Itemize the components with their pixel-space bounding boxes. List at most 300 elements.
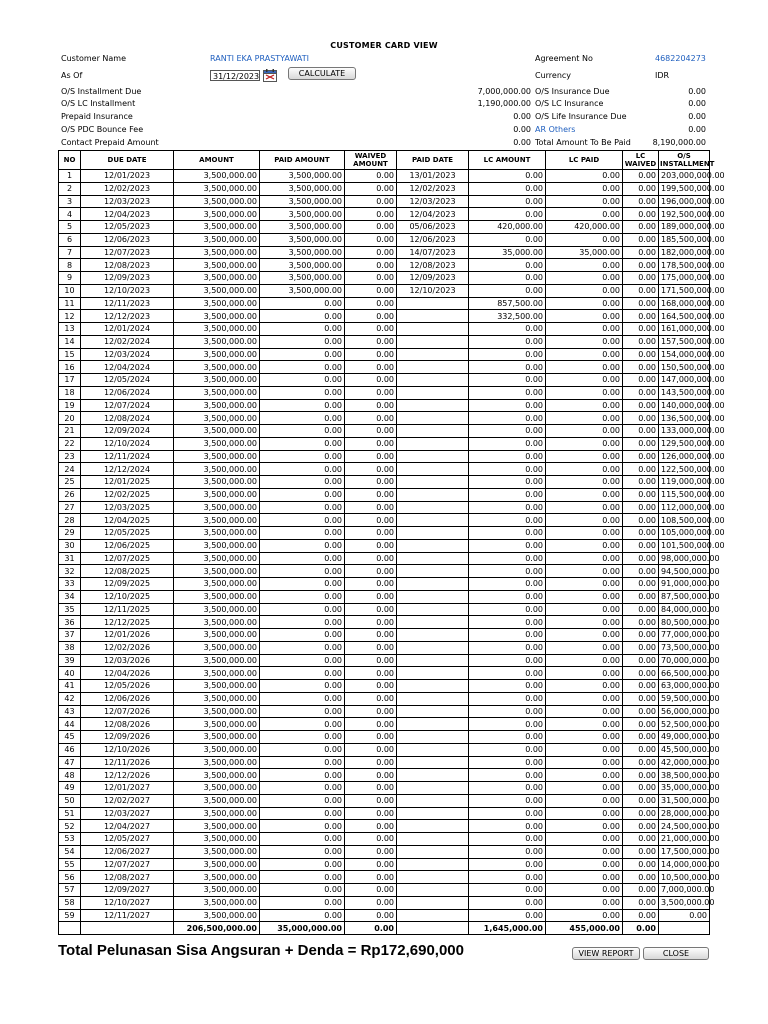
cell-amount: 3,500,000.00: [174, 718, 260, 731]
cell-amount: 3,500,000.00: [174, 195, 260, 208]
cell-lc-paid: 0.00: [546, 871, 623, 884]
cell-amount: 3,500,000.00: [174, 233, 260, 246]
cell-paid-amount: 0.00: [260, 425, 345, 438]
cell-lc-waived: 0.00: [623, 794, 659, 807]
cell-lc-waived: 0.00: [623, 195, 659, 208]
cell-paid-date: [397, 463, 469, 476]
col-header-paid-amount: PAID AMOUNT: [260, 151, 345, 170]
cell-paid-date: [397, 450, 469, 463]
cell-no: 51: [59, 807, 81, 820]
cell-lc-waived: 0.00: [623, 208, 659, 221]
table-row: [59, 743, 710, 756]
cell-due-date: 12/02/2026: [81, 641, 174, 654]
cell-paid-date: [397, 565, 469, 578]
cell-waived-amount: 0.00: [345, 208, 397, 221]
cell-lc-paid: 0.00: [546, 501, 623, 514]
cell-lc-waived: 0.00: [623, 539, 659, 552]
cell-lc-paid: 0.00: [546, 170, 623, 183]
cell-os-installment: 17,500,000.00: [659, 845, 710, 858]
cell-lc-amount: 0.00: [469, 476, 546, 489]
table-row: [59, 348, 710, 361]
cell-waived-amount: 0.00: [345, 884, 397, 897]
cell-paid-date: [397, 476, 469, 489]
cell-lc-waived: 0.00: [623, 833, 659, 846]
cell-waived-amount: 0.00: [345, 731, 397, 744]
os-insurance-due-label: O/S Insurance Due: [535, 87, 610, 96]
cell-paid-date: [397, 616, 469, 629]
total-cell: [397, 922, 469, 935]
cell-no: 42: [59, 692, 81, 705]
cell-paid-date: [397, 667, 469, 680]
cell-waived-amount: 0.00: [345, 807, 397, 820]
cell-amount: 3,500,000.00: [174, 884, 260, 897]
cell-paid-amount: 0.00: [260, 527, 345, 540]
calculate-button[interactable]: CALCULATE: [288, 67, 356, 80]
table-row: [59, 323, 710, 336]
cell-os-installment: 59,500,000.00: [659, 692, 710, 705]
cell-waived-amount: 0.00: [345, 565, 397, 578]
cell-waived-amount: 0.00: [345, 310, 397, 323]
cell-lc-paid: 0.00: [546, 348, 623, 361]
table-row: [59, 488, 710, 501]
cell-due-date: 12/01/2027: [81, 782, 174, 795]
cell-paid-amount: 0.00: [260, 450, 345, 463]
cell-os-installment: 70,000,000.00: [659, 654, 710, 667]
cell-paid-amount: 0.00: [260, 845, 345, 858]
cell-amount: 3,500,000.00: [174, 450, 260, 463]
cell-os-installment: 28,000,000.00: [659, 807, 710, 820]
cell-paid-amount: 0.00: [260, 616, 345, 629]
cell-lc-amount: 0.00: [469, 590, 546, 603]
cell-paid-amount: 0.00: [260, 412, 345, 425]
cell-amount: 3,500,000.00: [174, 437, 260, 450]
cell-lc-paid: 0.00: [546, 807, 623, 820]
cell-waived-amount: 0.00: [345, 284, 397, 297]
cell-lc-waived: 0.00: [623, 578, 659, 591]
cell-os-installment: 98,000,000.00: [659, 552, 710, 565]
cell-os-installment: 196,000,000.00: [659, 195, 710, 208]
cell-lc-waived: 0.00: [623, 182, 659, 195]
cell-amount: 3,500,000.00: [174, 488, 260, 501]
cell-amount: 3,500,000.00: [174, 246, 260, 259]
cell-due-date: 12/03/2027: [81, 807, 174, 820]
os-installment-due-value: 7,000,000.00: [477, 87, 531, 96]
table-row: [59, 807, 710, 820]
cell-amount: 3,500,000.00: [174, 425, 260, 438]
cell-no: 19: [59, 399, 81, 412]
cell-no: 44: [59, 718, 81, 731]
cell-amount: 3,500,000.00: [174, 731, 260, 744]
cell-lc-amount: 0.00: [469, 616, 546, 629]
cell-paid-date: 12/06/2023: [397, 233, 469, 246]
cell-paid-amount: 3,500,000.00: [260, 259, 345, 272]
cell-amount: 3,500,000.00: [174, 272, 260, 285]
cell-no: 47: [59, 756, 81, 769]
cell-os-installment: 87,500,000.00: [659, 590, 710, 603]
cell-paid-amount: 3,500,000.00: [260, 195, 345, 208]
cell-due-date: 12/04/2027: [81, 820, 174, 833]
cell-amount: 3,500,000.00: [174, 705, 260, 718]
cell-due-date: 12/06/2023: [81, 233, 174, 246]
table-row: [59, 335, 710, 348]
contact-prepaid-amount-value: 0.00: [513, 138, 531, 147]
cell-os-installment: 52,500,000.00: [659, 718, 710, 731]
cell-due-date: 12/12/2024: [81, 463, 174, 476]
cell-paid-amount: 0.00: [260, 335, 345, 348]
cell-no: 36: [59, 616, 81, 629]
cell-due-date: 12/07/2027: [81, 858, 174, 871]
cell-paid-amount: 0.00: [260, 565, 345, 578]
cell-waived-amount: 0.00: [345, 641, 397, 654]
cell-lc-paid: 0.00: [546, 284, 623, 297]
close-button[interactable]: CLOSE: [643, 947, 709, 960]
cell-lc-waived: 0.00: [623, 386, 659, 399]
cell-no: 17: [59, 374, 81, 387]
cell-amount: 3,500,000.00: [174, 539, 260, 552]
cell-paid-date: [397, 820, 469, 833]
table-row: [59, 284, 710, 297]
cell-waived-amount: 0.00: [345, 412, 397, 425]
cell-lc-paid: 0.00: [546, 182, 623, 195]
cell-lc-paid: 0.00: [546, 756, 623, 769]
table-row: [59, 374, 710, 387]
cell-lc-amount: 0.00: [469, 386, 546, 399]
cell-os-installment: 94,500,000.00: [659, 565, 710, 578]
cell-os-installment: 14,000,000.00: [659, 858, 710, 871]
cell-due-date: 12/10/2025: [81, 590, 174, 603]
cell-waived-amount: 0.00: [345, 578, 397, 591]
cell-os-installment: 178,500,000.00: [659, 259, 710, 272]
cell-lc-waived: 0.00: [623, 323, 659, 336]
col-header-due-date: DUE DATE: [81, 151, 174, 170]
os-pdc-bounce-fee-value: 0.00: [513, 125, 531, 134]
cell-lc-amount: 0.00: [469, 450, 546, 463]
cell-os-installment: 42,000,000.00: [659, 756, 710, 769]
cell-waived-amount: 0.00: [345, 871, 397, 884]
cell-lc-waived: 0.00: [623, 527, 659, 540]
cell-paid-amount: 0.00: [260, 348, 345, 361]
cell-lc-waived: 0.00: [623, 705, 659, 718]
total-cell: [659, 922, 710, 935]
cell-lc-waived: 0.00: [623, 871, 659, 884]
cell-paid-amount: 3,500,000.00: [260, 233, 345, 246]
table-row: [59, 884, 710, 897]
cell-no: 33: [59, 578, 81, 591]
cell-os-installment: 129,500,000.00: [659, 437, 710, 450]
cell-amount: 3,500,000.00: [174, 284, 260, 297]
cell-lc-amount: 0.00: [469, 731, 546, 744]
os-lc-insurance-label: O/S LC Insurance: [535, 99, 604, 108]
table-row: [59, 845, 710, 858]
cell-lc-paid: 0.00: [546, 909, 623, 922]
cell-os-installment: 112,000,000.00: [659, 501, 710, 514]
cell-paid-date: [397, 641, 469, 654]
cell-lc-waived: 0.00: [623, 616, 659, 629]
cell-paid-amount: 0.00: [260, 820, 345, 833]
cell-lc-amount: 35,000.00: [469, 246, 546, 259]
cell-paid-amount: 3,500,000.00: [260, 284, 345, 297]
cell-lc-waived: 0.00: [623, 170, 659, 183]
cell-amount: 3,500,000.00: [174, 476, 260, 489]
cell-lc-paid: 0.00: [546, 820, 623, 833]
table-row: [59, 603, 710, 616]
cell-lc-paid: 0.00: [546, 667, 623, 680]
table-row: [59, 463, 710, 476]
cell-no: 32: [59, 565, 81, 578]
cell-paid-amount: 0.00: [260, 603, 345, 616]
table-row: [59, 641, 710, 654]
cell-lc-paid: 0.00: [546, 361, 623, 374]
cell-due-date: 12/07/2026: [81, 705, 174, 718]
cell-os-installment: 101,500,000.00: [659, 539, 710, 552]
cell-lc-amount: 0.00: [469, 578, 546, 591]
table-row: [59, 514, 710, 527]
cell-paid-amount: 0.00: [260, 807, 345, 820]
cell-amount: 3,500,000.00: [174, 399, 260, 412]
cell-paid-date: [397, 807, 469, 820]
cell-amount: 3,500,000.00: [174, 692, 260, 705]
table-row: [59, 412, 710, 425]
prepaid-insurance-label: Prepaid Insurance: [61, 112, 133, 121]
view-report-button[interactable]: VIEW REPORT: [572, 947, 640, 960]
as-of-date-input[interactable]: 31/12/2023: [210, 70, 260, 81]
cell-lc-amount: 0.00: [469, 208, 546, 221]
cell-lc-paid: 0.00: [546, 386, 623, 399]
cell-paid-amount: 0.00: [260, 488, 345, 501]
cell-due-date: 12/06/2026: [81, 692, 174, 705]
cell-due-date: 12/04/2023: [81, 208, 174, 221]
cell-waived-amount: 0.00: [345, 629, 397, 642]
cell-amount: 3,500,000.00: [174, 463, 260, 476]
table-row: [59, 794, 710, 807]
cell-os-installment: 10,500,000.00: [659, 871, 710, 884]
table-row: [59, 769, 710, 782]
cell-lc-waived: 0.00: [623, 680, 659, 693]
cell-os-installment: 150,500,000.00: [659, 361, 710, 374]
cell-lc-waived: 0.00: [623, 246, 659, 259]
cell-no: 37: [59, 629, 81, 642]
os-lc-installment-value: 1,190,000.00: [477, 99, 531, 108]
cell-no: 13: [59, 323, 81, 336]
cell-due-date: 12/05/2026: [81, 680, 174, 693]
os-life-insurance-due-label: O/S Life Insurance Due: [535, 112, 627, 121]
cell-due-date: 12/03/2026: [81, 654, 174, 667]
cell-os-installment: 182,000,000.00: [659, 246, 710, 259]
cell-waived-amount: 0.00: [345, 782, 397, 795]
cell-due-date: 12/12/2025: [81, 616, 174, 629]
cell-paid-date: 14/07/2023: [397, 246, 469, 259]
cell-lc-amount: 0.00: [469, 603, 546, 616]
os-insurance-due-value: 0.00: [688, 87, 706, 96]
cell-paid-amount: 0.00: [260, 896, 345, 909]
cell-no: 23: [59, 450, 81, 463]
cell-os-installment: 84,000,000.00: [659, 603, 710, 616]
cell-paid-amount: 0.00: [260, 680, 345, 693]
cell-waived-amount: 0.00: [345, 221, 397, 234]
cell-lc-paid: 0.00: [546, 833, 623, 846]
cell-paid-date: [397, 323, 469, 336]
cell-lc-amount: 0.00: [469, 272, 546, 285]
cell-lc-paid: 0.00: [546, 858, 623, 871]
cell-os-installment: 161,000,000.00: [659, 323, 710, 336]
cell-os-installment: 154,000,000.00: [659, 348, 710, 361]
cell-amount: 3,500,000.00: [174, 794, 260, 807]
cell-amount: 3,500,000.00: [174, 896, 260, 909]
table-row: [59, 692, 710, 705]
cell-lc-waived: 0.00: [623, 769, 659, 782]
contact-prepaid-amount-label: Contact Prepaid Amount: [61, 138, 159, 147]
cell-os-installment: 3,500,000.00: [659, 896, 710, 909]
table-row: [59, 501, 710, 514]
cell-lc-waived: 0.00: [623, 820, 659, 833]
table-row: [59, 654, 710, 667]
cell-lc-paid: 0.00: [546, 616, 623, 629]
cell-due-date: 12/02/2025: [81, 488, 174, 501]
cell-os-installment: 0.00: [659, 909, 710, 922]
cell-lc-waived: 0.00: [623, 909, 659, 922]
cell-no: 46: [59, 743, 81, 756]
cell-paid-amount: 3,500,000.00: [260, 208, 345, 221]
cell-no: 34: [59, 590, 81, 603]
cell-due-date: 12/11/2027: [81, 909, 174, 922]
cell-os-installment: 147,000,000.00: [659, 374, 710, 387]
table-row: [59, 399, 710, 412]
cell-paid-amount: 0.00: [260, 399, 345, 412]
cell-lc-paid: 0.00: [546, 565, 623, 578]
cell-os-installment: 49,000,000.00: [659, 731, 710, 744]
cell-lc-paid: 0.00: [546, 335, 623, 348]
cell-amount: 3,500,000.00: [174, 845, 260, 858]
table-row: [59, 386, 710, 399]
cell-lc-waived: 0.00: [623, 782, 659, 795]
cell-waived-amount: 0.00: [345, 272, 397, 285]
cell-amount: 3,500,000.00: [174, 335, 260, 348]
cell-paid-date: 12/04/2023: [397, 208, 469, 221]
cell-lc-amount: 0.00: [469, 680, 546, 693]
cell-paid-date: 12/09/2023: [397, 272, 469, 285]
table-row: [59, 221, 710, 234]
cell-no: 43: [59, 705, 81, 718]
cell-paid-date: [397, 871, 469, 884]
cell-no: 29: [59, 527, 81, 540]
cell-lc-paid: 420,000.00: [546, 221, 623, 234]
cell-os-installment: 122,500,000.00: [659, 463, 710, 476]
cell-paid-date: [397, 896, 469, 909]
table-row: [59, 450, 710, 463]
cell-lc-paid: 0.00: [546, 514, 623, 527]
cell-lc-amount: 0.00: [469, 743, 546, 756]
cell-no: 59: [59, 909, 81, 922]
cell-os-installment: 136,500,000.00: [659, 412, 710, 425]
cell-paid-amount: 0.00: [260, 705, 345, 718]
cell-paid-date: [397, 361, 469, 374]
calendar-icon[interactable]: [263, 67, 277, 80]
cell-no: 49: [59, 782, 81, 795]
cell-paid-date: [397, 833, 469, 846]
cell-amount: 3,500,000.00: [174, 221, 260, 234]
cell-lc-amount: 0.00: [469, 425, 546, 438]
cell-lc-amount: 420,000.00: [469, 221, 546, 234]
cell-amount: 3,500,000.00: [174, 297, 260, 310]
cell-due-date: 12/06/2025: [81, 539, 174, 552]
cell-os-installment: 38,500,000.00: [659, 769, 710, 782]
cell-os-installment: 56,000,000.00: [659, 705, 710, 718]
cell-lc-paid: 0.00: [546, 590, 623, 603]
cell-no: 27: [59, 501, 81, 514]
cell-paid-amount: 0.00: [260, 731, 345, 744]
ar-others-link[interactable]: AR Others: [535, 125, 576, 134]
table-row: [59, 616, 710, 629]
cell-waived-amount: 0.00: [345, 488, 397, 501]
cell-due-date: 12/01/2024: [81, 323, 174, 336]
cell-no: 45: [59, 731, 81, 744]
cell-due-date: 12/05/2025: [81, 527, 174, 540]
cell-waived-amount: 0.00: [345, 437, 397, 450]
cell-paid-date: 12/03/2023: [397, 195, 469, 208]
cell-waived-amount: 0.00: [345, 692, 397, 705]
cell-paid-amount: 0.00: [260, 743, 345, 756]
cell-os-installment: 157,500,000.00: [659, 335, 710, 348]
cell-due-date: 12/07/2023: [81, 246, 174, 259]
cell-paid-amount: 0.00: [260, 884, 345, 897]
cell-waived-amount: 0.00: [345, 297, 397, 310]
table-row: [59, 858, 710, 871]
table-row: [59, 246, 710, 259]
cell-lc-waived: 0.00: [623, 731, 659, 744]
cell-no: 8: [59, 259, 81, 272]
cell-paid-amount: 0.00: [260, 654, 345, 667]
table-row: [59, 208, 710, 221]
agreement-no-value: 4682204273: [655, 54, 706, 63]
cell-paid-date: [397, 794, 469, 807]
cell-amount: 3,500,000.00: [174, 374, 260, 387]
cell-os-installment: 203,000,000.00: [659, 170, 710, 183]
cell-amount: 3,500,000.00: [174, 565, 260, 578]
cell-paid-amount: 0.00: [260, 769, 345, 782]
cell-paid-date: 13/01/2023: [397, 170, 469, 183]
cell-lc-amount: 0.00: [469, 641, 546, 654]
cell-waived-amount: 0.00: [345, 348, 397, 361]
cell-due-date: 12/01/2025: [81, 476, 174, 489]
col-header-os-installment: O/S INSTALLMENT: [660, 152, 715, 168]
cell-no: 39: [59, 654, 81, 667]
customer-name-value: RANTI EKA PRASTYAWATI: [210, 54, 310, 63]
cell-lc-waived: 0.00: [623, 552, 659, 565]
cell-no: 16: [59, 361, 81, 374]
cell-lc-paid: 0.00: [546, 552, 623, 565]
cell-lc-waived: 0.00: [623, 412, 659, 425]
cell-lc-amount: 0.00: [469, 820, 546, 833]
table-row: [59, 833, 710, 846]
cell-waived-amount: 0.00: [345, 374, 397, 387]
cell-no: 10: [59, 284, 81, 297]
cell-waived-amount: 0.00: [345, 246, 397, 259]
cell-lc-amount: 0.00: [469, 463, 546, 476]
cell-no: 55: [59, 858, 81, 871]
cell-waived-amount: 0.00: [345, 603, 397, 616]
cell-lc-paid: 0.00: [546, 488, 623, 501]
cell-lc-paid: 0.00: [546, 629, 623, 642]
cell-lc-paid: 0.00: [546, 705, 623, 718]
cell-paid-date: [397, 539, 469, 552]
cell-waived-amount: 0.00: [345, 450, 397, 463]
cell-waived-amount: 0.00: [345, 616, 397, 629]
cell-paid-date: [397, 884, 469, 897]
cell-lc-waived: 0.00: [623, 361, 659, 374]
cell-waived-amount: 0.00: [345, 425, 397, 438]
cell-paid-date: [397, 705, 469, 718]
cell-lc-waived: 0.00: [623, 259, 659, 272]
